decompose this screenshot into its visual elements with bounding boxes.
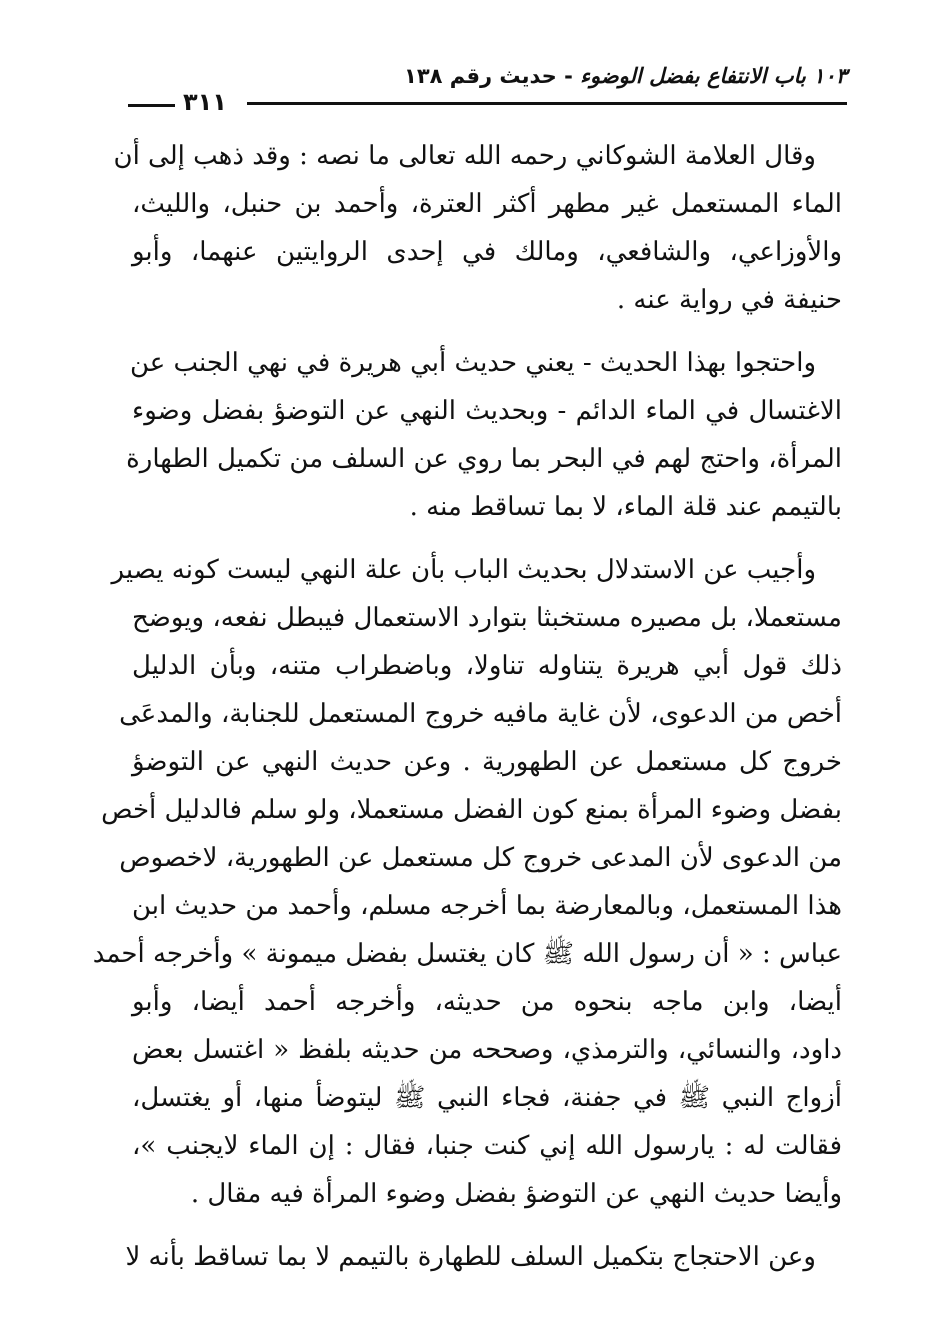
text-line: والأوزاعي، والشافعي، ومالك في إحدى الروايتين عنهما، وأبو (132, 237, 842, 267)
text-line: الماء المستعمل غير مطهر أكثر العترة، وأحمد بن حنبل، والليث، (132, 189, 842, 219)
text-line: أيضا، وابن ماجه بنحوه من حديثه، وأخرجه أحمد أيضا، وأبو (132, 987, 842, 1017)
text-line: عباس : « أن رسول الله ﷺ كان يغتسل بفضل ميمونة » وأخرجه أحمد (92, 939, 842, 969)
paragraph (126, 339, 842, 531)
text-line: الاغتسال في الماء الدائم - وبحديث النهي عن التوضؤ بفضل وضوء (132, 396, 842, 426)
text-line: داود، والنسائي، والترمذي، وصححه من حديثه بلفظ « اغتسل بعض (132, 1035, 842, 1065)
text-line: بفضل وضوء المرأة بمنع كون الفضل مستعملا، ولو سلم فالدليل أخص (101, 795, 842, 825)
text-line: المرأة، واحتج لهم في البحر بما روي عن السلف من تكميل الطهارة (126, 444, 842, 474)
text-line: وعن الاحتجاج بتكميل السلف للطهارة بالتيمم لا بما تساقط بأنه لا (125, 1242, 816, 1272)
text-line: هذا المستعمل، وبالمعارضة بما أخرجه مسلم، وأحمد من حديث ابن (132, 891, 842, 921)
paragraph (113, 132, 842, 324)
text-line: أخص من الدعوى، لأن غاية مافيه خروج المستعمل للجنابة، والمدعَى (119, 699, 842, 729)
paragraph (125, 1233, 842, 1281)
text-line: خروج كل مستعمل عن الطهورية . وعن حديث النهي عن التوضؤ (132, 747, 842, 777)
text-line: حنيفة في رواية عنه . (616, 285, 842, 315)
text-line: واحتجوا بهذا الحديث - يعني حديث أبي هريرة في نهي الجنب عن (129, 348, 816, 378)
header-rule-short (128, 104, 175, 107)
body-text (92, 132, 842, 1296)
running-header (125, 62, 847, 116)
text-line: فقالت له : يارسول الله إني كنت جنبا، فقال : إن الماء لايجنب »، (132, 1131, 842, 1161)
text-line: من الدعوى لأن المدعى خروج كل مستعمل عن الطهورية، لاخصوص (119, 843, 842, 873)
header-rule (247, 102, 847, 105)
paragraph (92, 546, 842, 1218)
text-line: وأيضا حديث النهي عن التوضؤ بفضل وضوء المرأة فيه مقال . (190, 1179, 842, 1209)
text-line: وقال العلامة الشوكاني رحمه الله تعالى ما نصه : وقد ذهب إلى أن (113, 141, 816, 171)
text-line: أزواج النبي ﷺ في جفنة، فجاء النبي ﷺ ليتوضأ منها، أو يغتسل، (132, 1083, 842, 1113)
text-line: ذلك قول أبي هريرة يتناوله تناولا، وباضطراب متنه، وبأن الدليل (132, 651, 842, 681)
chapter-name: ١٠٣ باب الانتفاع بفضل الوضوء (580, 64, 847, 88)
text-line: بالتيمم عند قلة الماء، لا بما تساقط منه . (409, 492, 842, 522)
hadith-reference: - حديث رقم ١٣٨ (404, 64, 573, 88)
text-line: وأجيب عن الاستدلال بحديث الباب بأن علة النهي ليست كونه يصير (111, 555, 816, 585)
page-number: ٣١١ (183, 88, 227, 116)
chapter-title (404, 64, 847, 88)
text-line: مستعملا، بل مصيره مستخبثا بتوارد الاستعمال فيبطل نفعه، ويوضح (132, 603, 842, 633)
